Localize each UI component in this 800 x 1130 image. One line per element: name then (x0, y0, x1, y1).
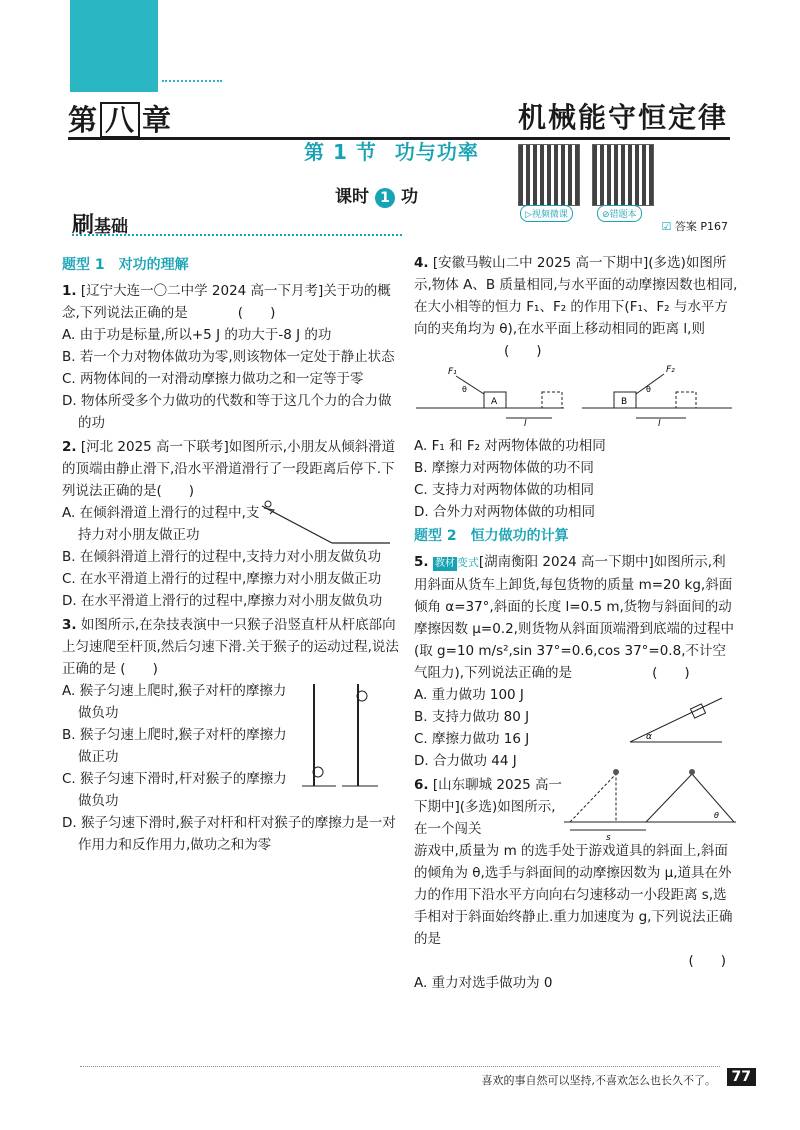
option-4c: C. 支持力对两物体做的功相同 (414, 482, 595, 498)
obstacle-slope-figure (562, 768, 738, 848)
svg-text:A: A (491, 397, 498, 407)
qr-code-video[interactable] (518, 144, 580, 206)
svg-text:B: B (621, 397, 628, 407)
svg-text:θ: θ (714, 811, 719, 820)
chapter-title: 机械能守恒定律 (517, 101, 728, 134)
svg-text:s: s (606, 833, 611, 843)
footer-divider (80, 1066, 720, 1067)
option-3b: B. 猴子匀速上爬时,猴子对杆的摩擦力做正功 (62, 727, 287, 765)
force-blocks-figure (414, 362, 734, 428)
chapter-label: 第 八 章 (68, 103, 173, 137)
slide-figure (252, 498, 392, 558)
page-number: 77 (727, 1068, 756, 1086)
answer-reference: ☑ 答案 P167 (661, 220, 728, 233)
question-3: 3. 如图所示,在杂技表演中一只猴子沿竖直杆从杆底部向上匀速爬至杆顶,然后匀速下滑.关于猴子的运动过程,说法正确的是 ( ) A. 猴子匀速上爬时,猴子对杆的摩擦力做负功 B. 猴子匀速上爬时,猴子对杆的摩擦力做正功 C. 猴子匀速下滑时,杆对猴子的摩擦力做负功 D. 猴子匀速下滑时,猴子对杆和杆对猴子的摩擦力是一对作用力和反作用力,做功之和为零 (62, 614, 400, 856)
question-4: 4. [安徽马鞍山二中 2025 高一下期中](多选)如图所示,物体 A、B 质量相同,与水平面的动摩擦因数也相同,在大小相等的恒力 F₁、F₂ 的作用下(F₁、F₂ 与水平方向的夹角均为 θ),在水平面上移动相同的距离 l,则( ) A F₁ θ l B F₂ θ l A. F₁ 和 F₂ 对两物体做的功相同 B. 摩擦力对两物体做的功不同 C. 支持力对两物体做的功相同 D. 合外力对两物体做的功相同 (414, 252, 738, 523)
qr-code-wrongbook[interactable] (592, 144, 654, 206)
topic-heading-1: 题型 1 对功的理解 (62, 257, 189, 273)
option-3c: C. 猴子匀速下滑时,杆对猴子的摩擦力做负功 (62, 771, 287, 809)
corner-decoration (70, 0, 158, 92)
badge-underline (72, 234, 402, 236)
option-2b: B. 在倾斜滑道上滑行的过程中,支持力对小朋友做负功 (62, 549, 382, 565)
svg-text:F₁: F₁ (448, 367, 457, 377)
question-2: 2. [河北 2025 高一下联考]如图所示,小朋友从倾斜滑道的顶端由静止滑下,沿水平滑道滑行了一段距离后停下.下列说法正确的是( ) A. 在倾斜滑道上滑行的过程中,支持力对小朋友做正功 B. 在倾斜滑道上滑行的过程中,支持力对小朋友做负功 C. 在水平滑道上滑行的过程中,摩擦力对小朋友做正功 D. 在水平滑道上滑行的过程中,摩擦力对小朋友做负功 (62, 436, 400, 612)
footer-motto: 喜欢的事自然可以坚持,不喜欢怎么也长久不了。 (481, 1074, 716, 1087)
option-4b: B. 摩擦力对两物体做的功不同 (414, 460, 594, 476)
svg-text:F₂: F₂ (666, 365, 675, 375)
video-lesson-label[interactable]: ▷视频微课 (520, 205, 573, 222)
option-5c: C. 摩擦力做功 16 J (414, 731, 530, 747)
option-2d: D. 在水平滑道上滑行的过程中,摩擦力对小朋友做负功 (62, 593, 383, 609)
option-2a: A. 在倾斜滑道上滑行的过程中,支持力对小朋友做正功 (62, 505, 260, 543)
question-5: 5. 教材 变式[湖南衡阳 2024 高一下期中]如图所示,利用斜面从货车上卸货,每包货物的质量 m=20 kg,斜面倾角 α=37°,斜面的长度 l=0.5 m,货物与斜面间的动摩擦因数 μ=0.2,则货物从斜面顶端滑到底端的过程中(取 g=10 m/s²,sin 37°=0.6,cos 37°=0.8,不计空气阻力),下列说法正确的是 ( ) A. 重力做功 100 J B. 支持力做功 80 J C. 摩擦力做功 16 J D. 合力做功 44 J α (414, 551, 738, 772)
option-3a: A. 猴子匀速上爬时,猴子对杆的摩擦力做负功 (62, 683, 287, 721)
wrongbook-label[interactable]: ⊘错题本 (597, 205, 642, 222)
lesson-title: 课时 1 功 (335, 187, 418, 207)
option-4d: D. 合外力对两物体做的功相同 (414, 504, 595, 520)
section-title: 第 1 节 功与功率 (304, 140, 479, 164)
option-1d: D. 物体所受多个力做功的代数和等于这几个力的合力做的功 (62, 393, 392, 431)
svg-text:l: l (524, 419, 527, 428)
svg-text:l: l (658, 419, 661, 428)
topic-heading-2: 题型 2 恒力做功的计算 (414, 528, 569, 544)
option-5a: A. 重力做功 100 J (414, 687, 524, 703)
option-5b: B. 支持力做功 80 J (414, 709, 530, 725)
option-1b: B. 若一个力对物体做功为零,则该物体一定处于静止状态 (62, 349, 395, 365)
svg-text:α: α (646, 732, 652, 742)
option-5d: D. 合力做功 44 J (414, 753, 517, 769)
option-6a: A. 重力对选手做功为 0 (414, 975, 553, 991)
question-6: 6. [山东聊城 2025 高一下期中](多选)如图所示,在一个闯关 s θ 游戏中,质量为 m 的选手处于游戏道具的斜面上,斜面的倾角为 θ,选手与斜面间的动摩擦因数为 μ,道具在外力的作用下沿水平方向向右匀速移动一小段距离 s,选手相对于斜面始终静止.重力加速度为 g,下列说法正确的是 ( ) A. 重力对选手做功为 0 (414, 774, 738, 994)
option-4a: A. F₁ 和 F₂ 对两物体做的功相同 (414, 438, 606, 454)
svg-text:θ: θ (462, 385, 467, 394)
option-1a: A. 由于功是标量,所以+5 J 的功大于-8 J 的功 (62, 327, 332, 343)
question-1: 1. [辽宁大连一〇二中学 2024 高一下月考]关于功的概念,下列说法正确的是 ( ) A. 由于功是标量,所以+5 J 的功大于-8 J 的功 B. 若一个力对物体做功为零,则该物体一定处于静止状态 C. 两物体间的一对滑动摩擦力做功之和一定等于零 D. 物体所受多个力做功的代数和等于这几个力的合力做的功 (62, 280, 400, 434)
corner-dots (162, 80, 222, 82)
svg-text:θ: θ (646, 385, 651, 394)
left-column (62, 252, 400, 858)
incline-figure (622, 692, 732, 752)
option-1c: C. 两物体间的一对滑动摩擦力做功之和一定等于零 (62, 371, 364, 387)
check-icon: ☑ (661, 220, 672, 233)
option-3d: D. 猴子匀速下滑时,猴子对杆和杆对猴子的摩擦力是一对作用力和反作用力,做功之和为零 (62, 815, 396, 853)
basics-badge: 刷基础 (72, 213, 129, 238)
monkey-pole-figure (302, 674, 392, 794)
option-2c: C. 在水平滑道上滑行的过程中,摩擦力对小朋友做正功 (62, 571, 382, 587)
right-column (414, 252, 738, 996)
